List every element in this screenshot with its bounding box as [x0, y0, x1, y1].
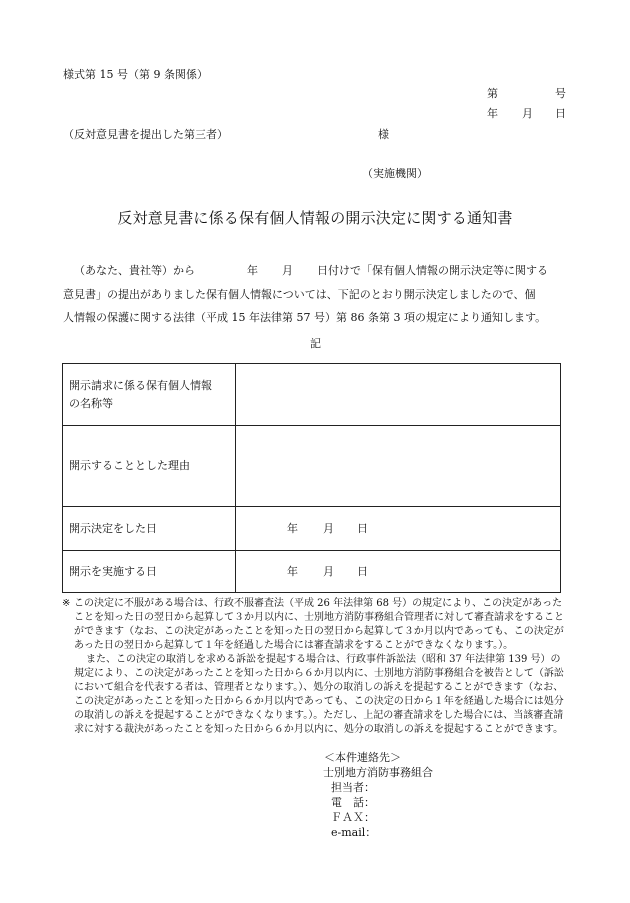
body-line-1-month: 月 — [282, 264, 293, 277]
body-line-1-end: 日付けで「保有個人情報の開示決定等に関する — [317, 264, 548, 277]
decision-date-year: 年 — [287, 521, 298, 535]
form-number: 様式第 15 号（第 9 条関係） — [63, 68, 208, 81]
decision-details-table — [62, 363, 561, 593]
reference-number-suffix: 号 — [555, 87, 566, 100]
value-decision-date — [236, 507, 561, 551]
recipient-name: （反対意見書を提出した第三者） — [63, 128, 228, 141]
row-label-reason: 開示することとした理由 — [63, 426, 236, 507]
contact-organization: 士別地方消防事務組合 — [323, 766, 433, 779]
value-implementation-date — [236, 551, 561, 593]
ki-marker: 記 — [310, 337, 321, 350]
contact-email: e-mail： — [331, 826, 377, 839]
decision-date-day: 日 — [357, 521, 368, 535]
decision-date-month: 月 — [323, 521, 334, 535]
contact-phone: 電 話： — [331, 796, 375, 809]
row-label-requested-info — [63, 364, 236, 426]
document-title: 反対意見書に係る保有個人情報の開示決定に関する通知書 — [117, 209, 513, 227]
row-label-decision-date: 開示決定をした日 — [63, 507, 236, 551]
body-line-1 — [74, 264, 548, 277]
value-reason — [236, 426, 561, 507]
issue-date-year: 年 — [487, 107, 498, 120]
body-line-1-year: 年 — [247, 264, 258, 277]
table-row — [63, 364, 561, 426]
implementation-date-day: 日 — [357, 564, 368, 578]
note-mark: ※ — [62, 598, 71, 609]
appeal-notice — [62, 597, 570, 737]
implementation-date-month: 月 — [323, 564, 334, 578]
contact-fax: ＦＡＸ： — [331, 811, 375, 824]
issue-date-day: 日 — [555, 107, 566, 120]
body-line-3: 人情報の保護に関する法律（平成 15 年法律第 57 号）第 86 条第 3 項の規定により通知します。 — [63, 311, 547, 324]
row-label-line: 開示請求に係る保有個人情報 — [69, 378, 212, 392]
issue-date-month: 月 — [522, 107, 533, 120]
contact-staff: 担当者： — [331, 781, 375, 794]
appeal-paragraph-2: また、この決定の取消しを求める訴訟を提起する場合は、行政事件訴訟法（昭和 37 年法律第 139 号）の規定により、この決定があったことを知った日から６か月以内に、士別地方消防事務組合を被告として（訴訟において組合を代表する者は、管理者となります。）、処分の取消しの訴えを提起することができます（なお、この決定があったことを知った日から６か月以内であっても、この決定の日から１年を経過した場合には処分の取消しの訴えを提起することができなくなります。）。ただし、上記の審査請求をした場合には、当該審査請求に対する裁決があったことを知った日から６か月以内に、処分の取消しの訴えを提起することができます。 — [74, 654, 564, 735]
value-requested-info — [236, 364, 561, 426]
body-line-1-start: （あなた、貴社等）から — [74, 264, 195, 277]
issuing-agency: （実施機関） — [362, 167, 428, 180]
row-label-implementation-date: 開示を実施する日 — [63, 551, 236, 593]
table-row — [63, 551, 561, 593]
row-label-line: の名称等 — [69, 396, 113, 410]
table-row — [63, 426, 561, 507]
body-line-2: 意見書」の提出がありました保有個人情報については、下記のとおり開示決定しましたので、個 — [63, 288, 536, 301]
reference-number-prefix: 第 — [487, 87, 498, 100]
contact-heading: ＜本件連絡先＞ — [324, 751, 401, 764]
appeal-paragraph-1: この決定に不服がある場合は、行政不服審査法（平成 26 年法律第 68 号）の規定により、この決定があったことを知った日の翌日から起算して３か月以内に、士別地方消防事務組合管理者に対して審査請求をすることができます（なお、この決定があったことを知った日の翌日から起算して３か月以内であっても、この決定があった日の翌日から起算して１年を経過した場合には審査請求をすることができなくなります。）。 — [74, 598, 564, 651]
implementation-date-year: 年 — [287, 564, 298, 578]
recipient-honorific: 様 — [378, 128, 389, 141]
table-row — [63, 507, 561, 551]
